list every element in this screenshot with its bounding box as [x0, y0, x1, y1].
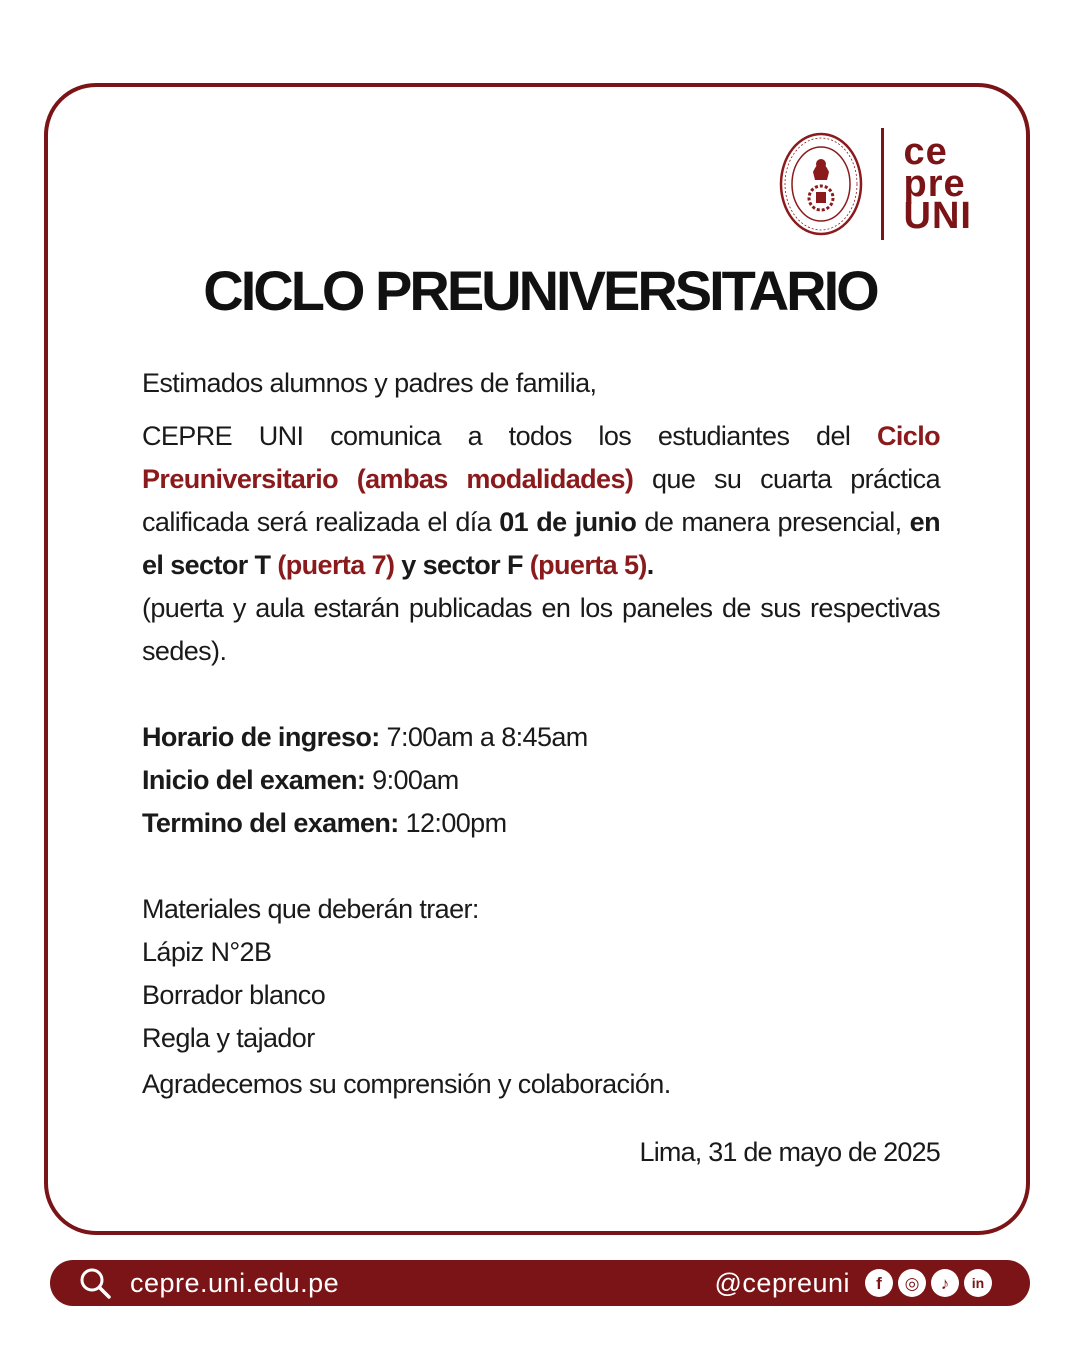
materials-item: Lápiz N°2B — [142, 937, 272, 967]
cepre-uni-wordmark — [903, 131, 972, 237]
announcement-text-2: que su cuarta práctica calificada será realizada el día — [142, 464, 940, 537]
schedule-value: 12:00pm — [398, 808, 507, 838]
schedule-label: Horario de ingreso: — [142, 722, 380, 752]
announcement-body — [142, 362, 940, 1106]
signature-date: Lima, 31 de mayo de 2025 — [639, 1137, 940, 1167]
wordmark-line-2: pre — [903, 163, 966, 205]
schedule-label: Inicio del examen: — [142, 765, 366, 795]
greeting: Estimados alumnos y padres de familia, — [142, 368, 597, 398]
schedule-value: 7:00am a 8:45am — [379, 722, 588, 752]
door-7: (puerta 7) — [277, 550, 395, 580]
schedule-entry-entry — [142, 716, 940, 759]
university-seal-icon — [779, 132, 863, 236]
exam-date: 01 de junio — [499, 507, 637, 537]
page-title: CICLO PREUNIVERSITARIO — [203, 259, 877, 322]
logo-divider — [881, 128, 884, 240]
tiktok-icon[interactable]: ♪ — [931, 1269, 959, 1297]
schedule-entry-end — [142, 802, 940, 845]
materials-item: Borrador blanco — [142, 980, 326, 1010]
logo — [779, 128, 972, 240]
wordmark-line-3: UNI — [903, 195, 972, 237]
footer-bar — [50, 1260, 1030, 1306]
schedule-entry-start — [142, 759, 940, 802]
thanks-line: Agradecemos su comprensión y colaboración. — [142, 1069, 671, 1099]
door-5: (puerta 5) — [529, 550, 647, 580]
schedule-label: Termino del examen: — [142, 808, 399, 838]
sector-t: en el sector T — [142, 507, 940, 580]
social-handle[interactable]: @cepreuni — [714, 1267, 850, 1298]
search-icon — [78, 1266, 112, 1300]
social-links — [715, 1268, 992, 1299]
facebook-icon[interactable]: f — [865, 1269, 893, 1297]
cycle-name: Ciclo Preuniversitario (ambas modalidades) — [142, 421, 940, 494]
wordmark-line-1: ce — [903, 131, 948, 173]
sector-f: y sector F — [394, 550, 530, 580]
announcement-text-1: CEPRE UNI comunica a todos los estudiantes del — [142, 421, 877, 451]
period: . — [646, 550, 654, 580]
instagram-icon[interactable]: ◎ — [898, 1269, 926, 1297]
linkedin-icon[interactable]: in — [964, 1269, 992, 1297]
announcement-paragraph — [142, 415, 940, 587]
materials-heading: Materiales que deberán traer: — [142, 894, 479, 924]
materials-item: Regla y tajador — [142, 1023, 315, 1053]
announcement-note: (puerta y aula estarán publicadas en los paneles de sus respectivas sedes). — [142, 593, 940, 666]
schedule-value: 9:00am — [365, 765, 459, 795]
announcement-text-3: de manera presencial, — [636, 507, 910, 537]
website-link[interactable]: cepre.uni.edu.pe — [130, 1267, 340, 1298]
